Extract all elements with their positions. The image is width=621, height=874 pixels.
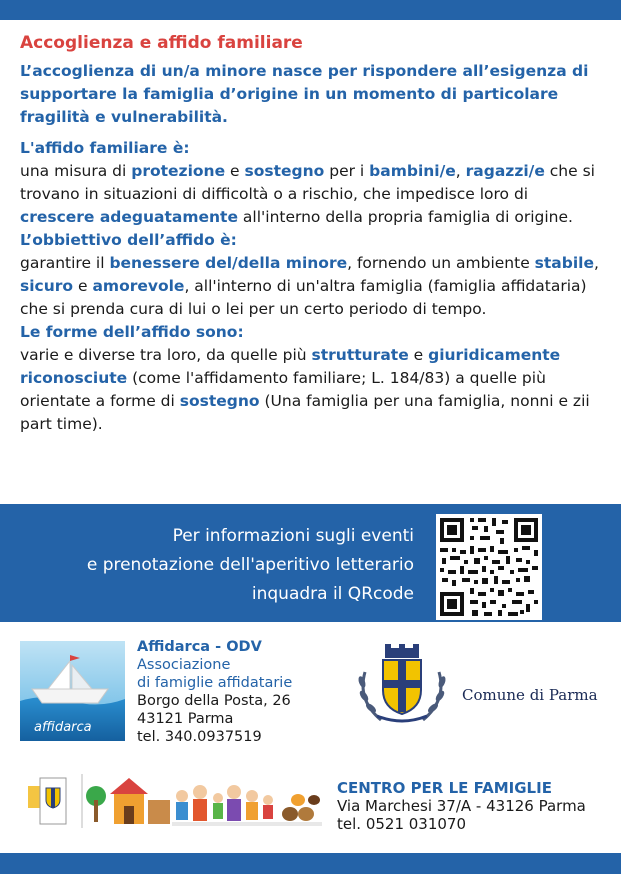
- centro-famiglie-illustration: [22, 770, 324, 832]
- section-heading-obiettivo: L’obbiettivo dell’affido è:: [20, 231, 237, 249]
- section-text-affido: una misura di protezione e sostegno per i bambini/e, ragazzi/e che si trovano in situazioni di difficoltà o a rischio, che impedisce loro di crescere adeguatamente all'interno della propria famiglia di origine.: [20, 162, 595, 226]
- comune-crest-icon: [353, 642, 451, 730]
- main-content: [20, 33, 605, 436]
- info-text: [87, 522, 414, 609]
- affidarca-subtitle-1: Associazione: [137, 657, 231, 673]
- bottom-bar: [0, 853, 621, 874]
- section-text-obiettivo: garantire il benessere del/della minore, fornendo un ambiente stabile, sicuro e amorevole, all'interno di un'altra famiglia (famiglia affidataria) che si prenda cura di lui o lei per un certo periodo di tempo.: [20, 254, 599, 318]
- affidarca-address-2: 43121 Parma: [137, 711, 234, 727]
- affidarca-phone: tel. 340.0937519: [137, 729, 262, 745]
- centro-name: CENTRO PER LE FAMIGLIE: [337, 779, 552, 797]
- top-bar: [0, 0, 621, 20]
- affidarca-logo: [20, 641, 125, 741]
- section-heading-forme: Le forme dell’affido sono:: [20, 323, 244, 341]
- comune-label: Comune di Parma: [462, 686, 598, 704]
- centro-famiglie-contact: [337, 779, 586, 833]
- affidarca-name: Affidarca - ODV: [137, 639, 262, 655]
- centro-address: Via Marchesi 37/A - 43126 Parma: [337, 797, 586, 815]
- qr-code[interactable]: [436, 514, 542, 620]
- affidarca-contact: [137, 638, 292, 746]
- section-heading-affido: L'affido familiare è:: [20, 139, 190, 157]
- info-band: [0, 504, 621, 622]
- intro-text: L’accoglienza di un/a minore nasce per rispondere all’esigenza di supportare la famiglia d’origine in un momento di particolare fragilità e vulnerabilità.: [20, 62, 589, 126]
- info-line-1: Per informazioni sugli eventi: [172, 526, 414, 546]
- page-title: Accoglienza e affido familiare: [20, 33, 303, 53]
- info-line-2: e prenotazione dell'aperitivo letterario: [86, 555, 414, 575]
- affidarca-logo-text: affidarca: [34, 720, 92, 735]
- affidarca-address-1: Borgo della Posta, 26: [137, 693, 291, 709]
- affidarca-subtitle-2: di famiglie affidatarie: [137, 675, 293, 691]
- centro-phone: tel. 0521 031070: [337, 815, 467, 833]
- section-text-forme: varie e diverse tra loro, da quelle più strutturate e giuridicamente riconosciute (come l'affidamento familiare; L. 184/83) a quelle più orientate a forme di sostegno (Una famiglia per una famiglia, nonni e zii part time).: [20, 346, 590, 433]
- info-line-3: inquadra il QRcode: [251, 584, 414, 604]
